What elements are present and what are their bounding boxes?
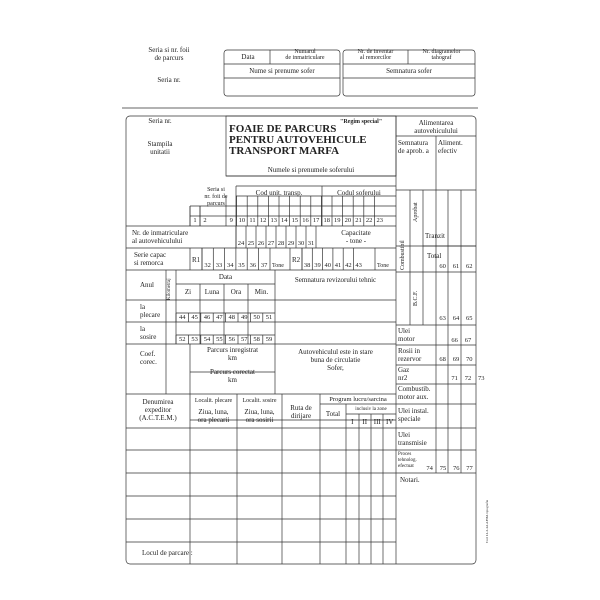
fuel-number: 61 — [452, 263, 460, 270]
fuel-number: 74 — [426, 465, 433, 472]
code-number: 53 — [191, 336, 198, 343]
seria-nr-label: Seria nr. — [148, 117, 172, 125]
nr-diagramelor-label: Nr. diagramelor tahograf — [422, 49, 461, 61]
code-number: 12 — [259, 217, 267, 224]
zone-label: II — [362, 418, 368, 426]
form-title: FOAIE DE PARCURS PENTRU AUTOVEHICULE TRANSPORT MARFA — [229, 123, 367, 157]
kilometraj-label: Kilometraj — [167, 278, 172, 300]
ziua-plec-label: Ziua, luna, ora plecarii — [197, 408, 230, 424]
code-number: 49 — [240, 314, 248, 321]
code-number: 15 — [291, 217, 299, 224]
code-number: 58 — [253, 336, 260, 343]
code-number: 52 — [178, 336, 186, 343]
proces-tehnolog-label: Proces tehnolog. efectuat — [398, 452, 417, 469]
code-number: 23 — [376, 217, 383, 224]
code-number: 45 — [191, 314, 198, 321]
code-number: 19 — [334, 217, 341, 224]
side-note: Cod 14-3-4A AFIM. tipografie — [485, 499, 489, 543]
series-foii-label: Seria si nr. foii de parcurs — [148, 46, 190, 62]
code-number: 25 — [247, 240, 255, 247]
nume-sofer-label: Nume si prenume sofer — [249, 67, 315, 75]
code-number: 38 — [303, 262, 311, 269]
locul-parcare-label: Locul de parcare : — [142, 549, 193, 557]
localit-sos-label: Localit. sosire — [242, 398, 277, 404]
code-number: 32 — [204, 262, 211, 269]
total-label: Total — [427, 252, 442, 260]
code-number: 44 — [178, 314, 186, 321]
bcf-label: B.C.F. — [413, 290, 419, 306]
ulei-instal-label: Ulei instal. speciale — [398, 407, 429, 423]
code-number: 11 — [249, 217, 256, 224]
code-number: 42 — [345, 262, 352, 269]
fuel-number: 77 — [466, 465, 473, 472]
code-number: 17 — [312, 217, 320, 224]
fuel-number: 75 — [439, 465, 447, 472]
code-number: 40 — [324, 262, 331, 269]
code-number: 2 — [203, 217, 207, 224]
fuel-number: 72 — [464, 375, 472, 382]
parcurs-corectat-label: Parcurs corectat km — [210, 368, 255, 384]
code-number: 13 — [270, 217, 277, 224]
code-number: 10 — [238, 217, 246, 224]
code-number: 22 — [365, 217, 373, 224]
semnatura-sofer-label: Semnatura sofer — [386, 67, 432, 75]
code-number: 9 — [229, 217, 233, 224]
rosii-label: Rosii in rezervor — [398, 347, 422, 363]
fuel-number: 69 — [452, 356, 460, 363]
capacitate-label: Capacitate - tone - — [341, 229, 371, 245]
fuel-number: 63 — [439, 315, 446, 322]
code-number: 56 — [228, 336, 236, 343]
fuel-number: 66 — [451, 337, 458, 344]
code-number: 48 — [228, 314, 236, 321]
code-number: 59 — [265, 336, 273, 343]
code-number: 30 — [297, 240, 305, 247]
code-number: 28 — [277, 240, 285, 247]
ora-label: Ora — [230, 288, 242, 296]
ulei-transmisie-label: Ulei transmisie — [398, 431, 427, 447]
fuel-number: 60 — [439, 263, 446, 270]
ruta-label: Ruta de dirijare — [290, 404, 312, 420]
code-number: 46 — [203, 314, 211, 321]
seria-foii-label: Seria si nr. foii de parcurs — [204, 187, 228, 207]
nr-inm-auto-label: Nr. de inmatriculare al autovehiculului — [132, 229, 189, 245]
fuel-number: 68 — [439, 356, 446, 363]
zi-label: Zi — [184, 288, 192, 296]
data-label: Data — [241, 53, 255, 61]
semnatura-aprob-label: Semnatura de aprob. a — [398, 139, 429, 155]
total2-label: Total — [325, 410, 341, 418]
code-number: 20 — [344, 217, 352, 224]
code-number: 55 — [216, 336, 223, 343]
combustib-motor-label: Combustib. motor aux. — [398, 385, 431, 401]
tranzit-label: Tranzit — [425, 232, 445, 240]
fuel-number: 64 — [452, 315, 460, 322]
fuel-number: 73 — [477, 375, 485, 382]
code-number: 36 — [249, 262, 257, 269]
code-number: 1 — [193, 217, 197, 224]
program-lucru-label: Program lucru/sarcina — [329, 396, 387, 403]
zone-label: III — [373, 418, 381, 426]
nr-inmatriculare-label: Numarul de inmatriculare — [285, 49, 325, 61]
la-sosire-label: la sosire — [140, 325, 157, 341]
gaz-label: Gaz nr2 — [398, 366, 410, 382]
tone-label-1: Tone — [272, 263, 284, 269]
denumirea-label: Denumirea expeditor (A.C.T.E.M.) — [139, 398, 177, 422]
code-number: 31 — [307, 240, 315, 247]
anul-label: Anul — [140, 281, 154, 289]
notari-label: Notari. — [400, 476, 420, 484]
codul-soferului-label: Codul soferului — [337, 189, 381, 197]
aliment-efectiv-label: Aliment. efectiv — [438, 139, 463, 155]
semnatura-revizor-label: Semnatura revizorului tehnic — [294, 276, 377, 284]
code-number: 14 — [281, 217, 288, 224]
code-number: 35 — [238, 262, 245, 269]
autovehicul-stare-label: Autovehiculul este in stare buna de circulatie Sofer, — [298, 348, 373, 372]
localit-plec-label: Localit. plecare — [194, 398, 233, 404]
code-number: 24 — [237, 240, 245, 247]
code-number: 27 — [267, 240, 275, 247]
code-number: 26 — [257, 240, 265, 247]
fuel-number: 76 — [452, 465, 460, 472]
r1-label: R1 — [192, 256, 201, 264]
nume-soferului-label: Numele si prenumele soferului — [267, 166, 355, 174]
serie-nr-label: Seria nr. — [157, 76, 181, 84]
code-number: 34 — [226, 262, 234, 269]
zone-label: I — [351, 418, 354, 426]
code-number: 51 — [265, 314, 273, 321]
nr-inventar-label: Nr. de inventar al remorcilor — [357, 49, 394, 61]
code-number: 18 — [323, 217, 330, 224]
code-number: 37 — [260, 262, 268, 269]
min-label: Min. — [254, 288, 269, 296]
tone-label-2: Tone — [377, 263, 389, 269]
combustibil-label: Combustibil — [400, 240, 406, 270]
parcurs-inreg-label: Parcurs inregistrat km — [206, 346, 259, 362]
alimentarea-label: Alimentarea autovehiculului — [414, 119, 458, 135]
code-number: 47 — [216, 314, 223, 321]
fuel-number: 62 — [465, 263, 473, 270]
serie-capac-label: Serie capac si remorca — [134, 251, 167, 267]
ziua-sos-label: Ziua, luna, ora sosirii — [244, 408, 275, 424]
fuel-number: 71 — [451, 375, 458, 382]
aprobat-label: Aprobat — [413, 202, 419, 222]
code-number: 41 — [334, 262, 342, 269]
code-number: 43 — [355, 262, 362, 269]
code-number: 33 — [215, 262, 223, 269]
din-care-label: inclusiv la zone — [355, 407, 387, 412]
code-number: 16 — [302, 217, 309, 224]
code-number: 29 — [287, 240, 295, 247]
stampila-label: Stampila unitatii — [147, 140, 173, 156]
ulei-motor-label: Ulei motor — [398, 327, 415, 343]
code-number: 21 — [355, 217, 362, 224]
code-number: 39 — [314, 262, 321, 269]
la-plecare-label: la plecare — [140, 303, 161, 319]
r2-label: R2 — [292, 256, 301, 264]
cod-transp-label: Cod unit. transp. — [255, 189, 303, 197]
zone-label: IV — [386, 418, 394, 426]
code-number: 50 — [253, 314, 260, 321]
regim-special-label: "Regim special" — [340, 119, 383, 125]
code-number: 57 — [240, 336, 248, 343]
fuel-number: 65 — [465, 315, 473, 322]
fuel-number: 70 — [465, 356, 473, 363]
data-header: Data — [218, 273, 233, 281]
coef-corec-label: Coef. corec. — [140, 350, 157, 366]
fuel-number: 67 — [464, 337, 472, 344]
luna-label: Luna — [204, 288, 220, 296]
code-number: 54 — [203, 336, 211, 343]
